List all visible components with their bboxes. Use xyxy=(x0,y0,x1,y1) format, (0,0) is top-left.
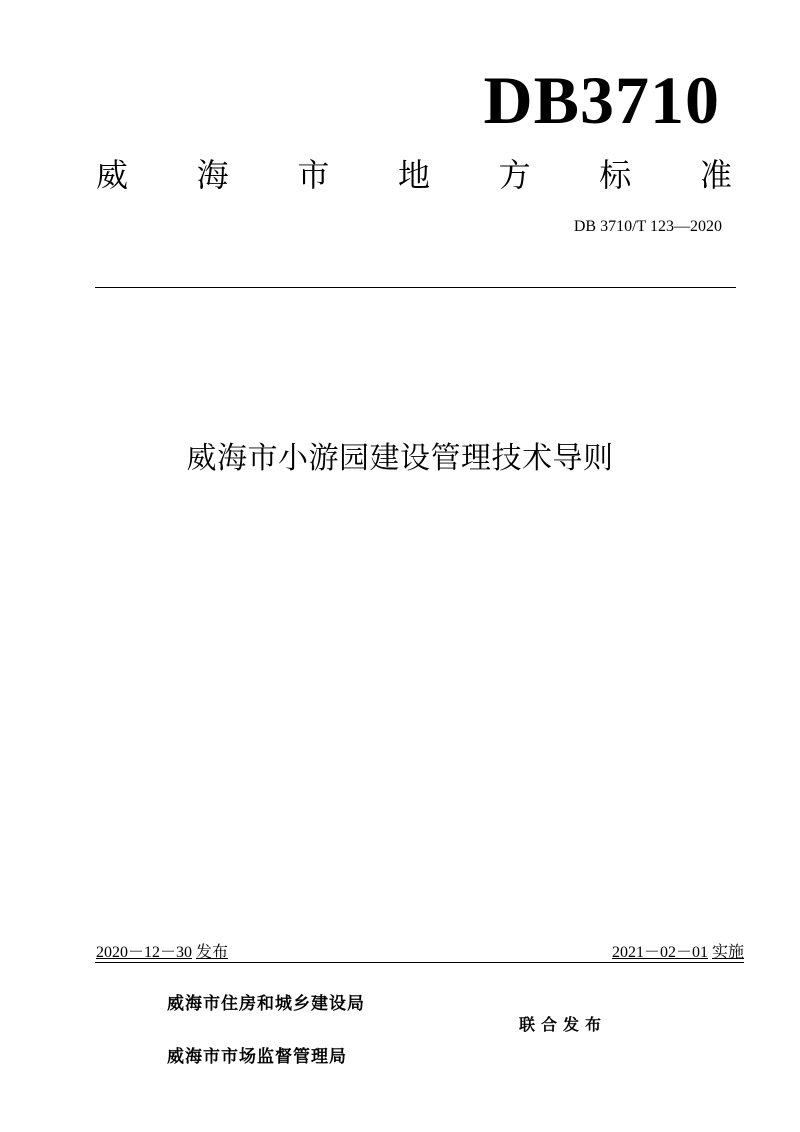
issuer-housing-bureau: 威海市住房和城乡建设局 xyxy=(167,994,365,1014)
category-char: 标 xyxy=(599,156,632,194)
category-char: 威 xyxy=(96,156,129,194)
category-char: 地 xyxy=(397,156,430,194)
implement-info xyxy=(612,942,744,964)
category-char: 方 xyxy=(498,156,531,194)
footer-divider xyxy=(95,962,744,963)
standard-code: DB3710 xyxy=(483,62,720,138)
publish-label: 发布 xyxy=(196,944,229,961)
category-char: 准 xyxy=(699,156,732,194)
implement-date: 2021－02－01 xyxy=(611,944,708,961)
publish-date: 2020－12－30 xyxy=(96,944,193,961)
issuer-market-bureau: 威海市市场监督管理局 xyxy=(167,1047,347,1067)
implement-label: 实施 xyxy=(711,944,744,961)
standard-number: DB 3710/T 123—2020 xyxy=(573,218,722,235)
document-title: 威海市小游园建设管理技术导则 xyxy=(186,441,614,476)
category-char: 海 xyxy=(196,156,229,194)
joint-release-label: 联合发布 xyxy=(519,1015,608,1034)
publish-info xyxy=(96,942,228,964)
category-char: 市 xyxy=(297,156,330,194)
standard-category xyxy=(96,155,732,195)
header-divider xyxy=(95,287,736,288)
